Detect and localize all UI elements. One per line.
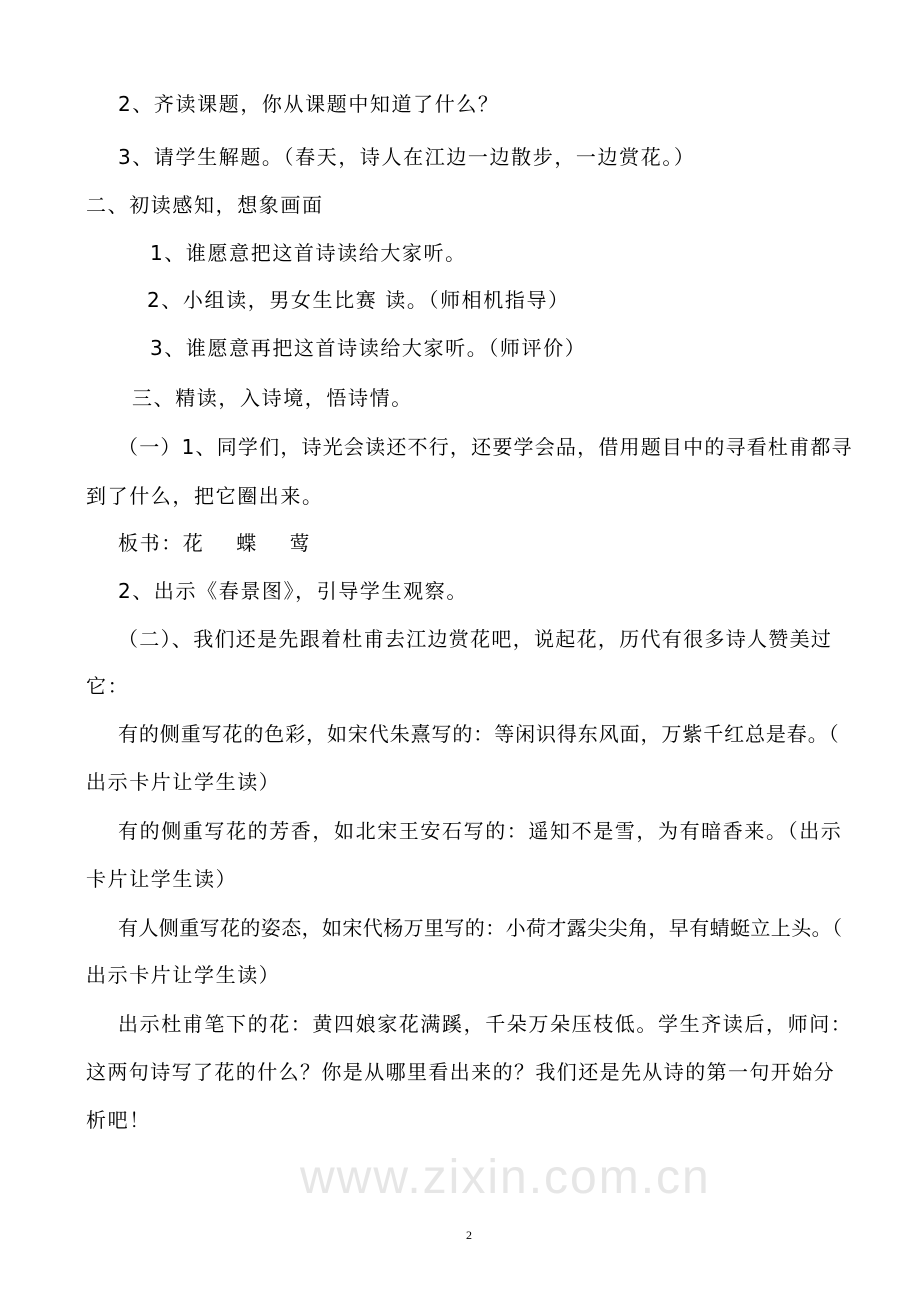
- text-line: 到了什么，把它圈出来。: [86, 484, 324, 508]
- text-line: 出示卡片让学生读）: [86, 770, 281, 794]
- text-line: 2、出示《春景图》，引导学生观察。: [118, 579, 468, 603]
- text-line: 有人侧重写花的姿态，如宋代杨万里写的：小荷才露尖尖角，早有蜻蜓立上头。（: [118, 916, 843, 940]
- text-line: 3、请学生解题。（春天，诗人在江边一边散步，一边赏花。）: [118, 145, 696, 169]
- text-line: 有的侧重写花的芳香，如北宋王安石写的：遥知不是雪，为有暗香来。（出示: [118, 819, 843, 843]
- text-line: 出示杜甫笔下的花：黄四娘家花满蹊，千朵万朵压枝低。学生齐读后，师问：: [118, 1012, 853, 1036]
- text-line: 2、齐读课题，你从课题中知道了什么？: [118, 92, 500, 116]
- text-line: 出示卡片让学生读）: [86, 963, 281, 987]
- section-heading: 三、精读，入诗境，悟诗情。: [132, 386, 413, 410]
- text-line: 2、小组读，男女生比赛 读。（师相机指导）: [147, 288, 570, 312]
- text-line: 析吧！: [86, 1108, 151, 1132]
- watermark: www.zixin.com.cn: [300, 1151, 711, 1204]
- text-line: 3、谁愿意再把这首诗读给大家听。（师评价）: [150, 336, 587, 360]
- text-line: 1、谁愿意把这首诗读给大家听。: [150, 241, 467, 265]
- section-heading: 二、初读感知，想象画面: [86, 193, 324, 217]
- text-line: （一）1、同学们，诗光会读还不行，还要学会品，借用题目中的寻看杜甫都寻: [118, 435, 853, 459]
- page-number: 2: [466, 1228, 472, 1242]
- text-line: （二）、我们还是先跟着杜甫去江边赏花吧，说起花，历代有很多诗人赞美过: [118, 627, 833, 651]
- text-line: 它：: [86, 674, 130, 698]
- text-line: 板书：花 蝶 莺: [118, 531, 312, 555]
- text-line: 这两句诗写了花的什么？你是从哪里看出来的？我们还是先从诗的第一句开始分: [86, 1060, 835, 1084]
- text-line: 卡片让学生读）: [86, 867, 238, 891]
- text-line: 有的侧重写花的色彩，如宋代朱熹写的：等闲识得东风面，万紫千红总是春。（: [118, 722, 840, 746]
